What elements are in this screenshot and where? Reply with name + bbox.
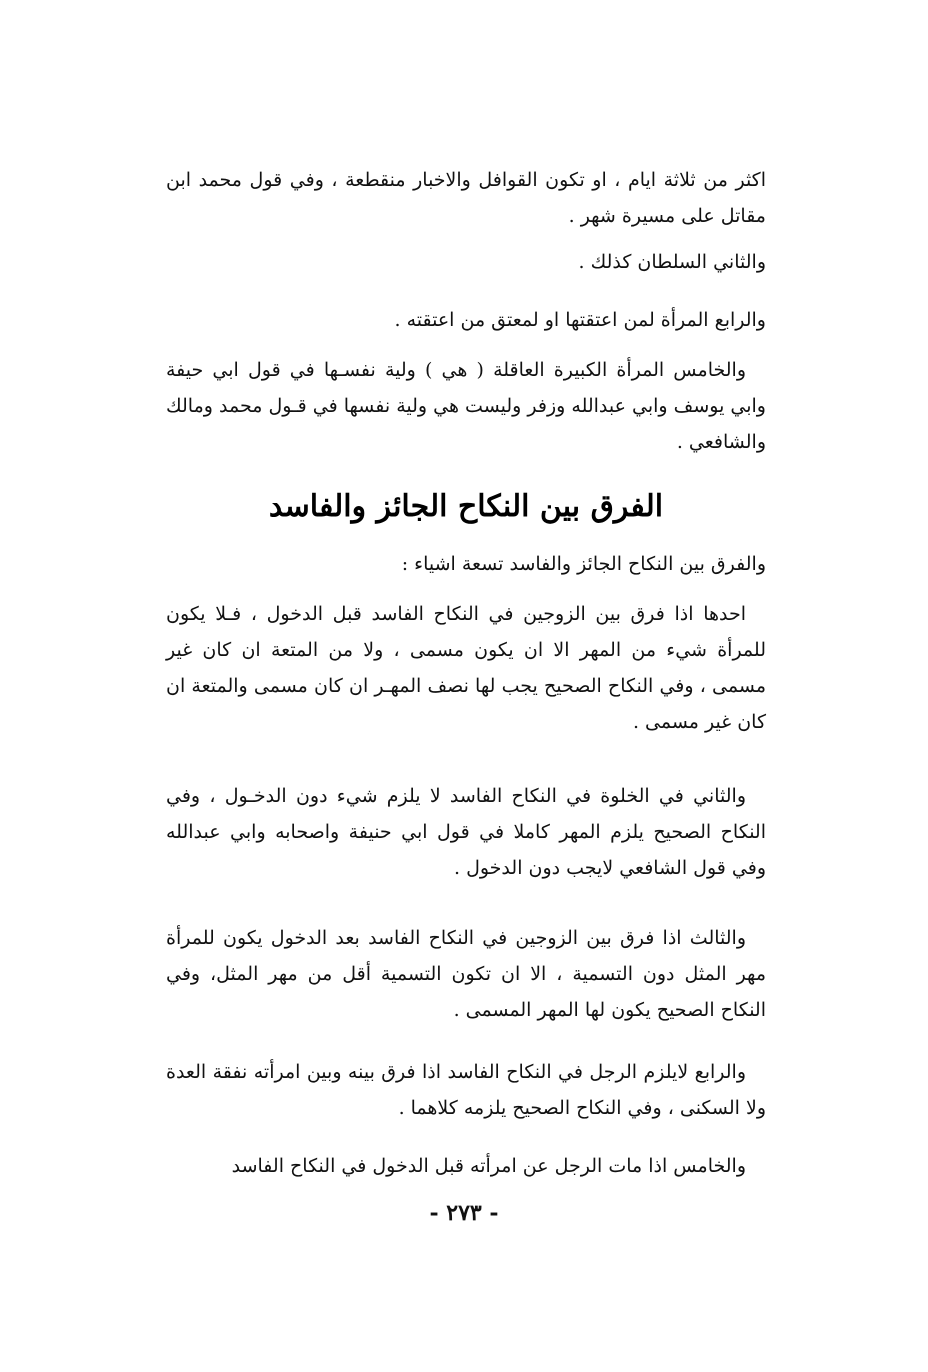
point-fifth: والخامس اذا مات الرجل عن امرأته قبل الدخول في النكاح الفاسد — [231, 1155, 746, 1177]
section-intro: والفرق بين النكاح الجائز والفاسد تسعة اشياء : — [401, 553, 766, 575]
point-fourth: والرابع لايلزم الرجل في النكاح الفاسد اذا فرق بينه وبين امرأته نفقة العدة ولا السكنى ، وفي النكاح الصحيح يلزمه كلاهما . — [166, 1061, 766, 1119]
paragraph-continued: اكثر من ثلاثة ايام ، او تكون القوافل والاخبار منقطعة ، وفي قول محمد ابن مقاتل على مسيرة شهر . — [166, 169, 766, 227]
point-second: والثاني في الخلوة في النكاح الفاسد لا يلزم شيء دون الدخـول ، وفي النكاح الصحيح يلزم المهر كاملا في قول ابي حنيفة واصحابه وابي عبدالله وفي قول الشافعي لايجب دون الدخول . — [166, 785, 766, 879]
point-third: والثالث اذا فرق بين الزوجين في النكاح الفاسد بعد الدخول يكون للمرأة مهر المثل دون التسمية ، الا ان تكون التسمية أقل من مهر المثل، وفي النكاح الصحيح يكون لها المهر المسمى . — [166, 927, 766, 1021]
paragraph-second-sultan: والثاني السلطان كذلك . — [578, 251, 766, 273]
point-first: احدها اذا فرق بين الزوجين في النكاح الفاسد قبل الدخول ، فـلا يكون للمرأة شيء من المهر الا ان يكون مسمى ، ولا من المتعة ان كان غير مسمى ، وفي النكاح الصحيح يجب لها نصف المهـر ان كان مسمى والمتعة ان كان غير مسمى . — [166, 603, 766, 733]
paragraph-fifth-woman: والخامس المرأة الكبيرة العاقلة ( هي ) ولية نفسـها في قول ابي حيفة وابي يوسف وابي عبدالله وزفر وليست هي ولية نفسها في قـول محمد ومالك والشافعي . — [166, 359, 766, 453]
paragraph-fourth-woman: والرابع المرأة لمن اعتقتها او لمعتق من اعتقته . — [394, 309, 766, 331]
page-number: - ٢٧٣ - — [429, 1200, 499, 1226]
section-heading: الفرق بين النكاح الجائز والفاسد — [268, 489, 664, 524]
